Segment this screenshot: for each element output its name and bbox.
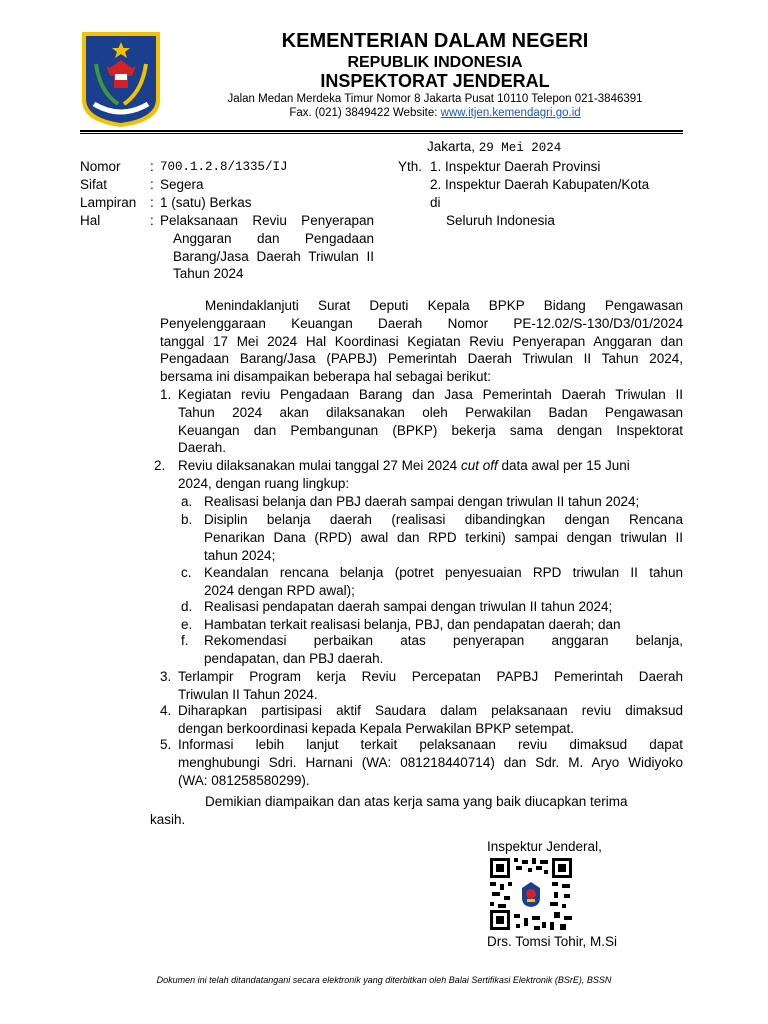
meta-colon: : [150, 213, 154, 228]
point-line: (WA: 081258580299). [178, 772, 310, 788]
sub-line: Rekomendasi perbaikan atas penyerapan anggaran belanja, [204, 633, 683, 648]
website-link[interactable]: www.itjen.kemendagri.go.id [440, 107, 581, 119]
sub-line: Hambatan terkait realisasi belanja, PBJ, dan pendapatan daerah; dan [204, 617, 621, 632]
point-line: 2024, dengan ruang lingkup: [178, 475, 350, 491]
sub-line: pendapatan, dan PBJ daerah. [204, 650, 384, 666]
sub-item-b [204, 511, 683, 564]
point-line: Tahun 2024 akan dilaksanakan oleh Perwakilan Badan Pengawasan [178, 404, 683, 420]
sub-letter: e. [181, 617, 193, 632]
hal-line: Pelaksanaan Reviu Penyerapan [160, 213, 374, 228]
recipient-item: 2. Inspektur Daerah Kabupaten/Kota [430, 177, 650, 192]
meta-label-lampiran: Lampiran [80, 195, 137, 210]
office-name: INSPEKTORAT JENDERAL [320, 71, 550, 91]
point-line: Diharapkan partisipasi aktif Saudara dalam pelaksanaan reviu dimaksud [178, 703, 683, 718]
letterhead-rule [80, 130, 683, 132]
sub-letter: d. [181, 599, 193, 614]
point-text: data awal per 15 Juni [497, 458, 630, 473]
point-3 [178, 668, 683, 704]
point-number: 1. [160, 387, 172, 402]
point-number: 5. [160, 737, 172, 752]
meta-colon: : [150, 177, 154, 192]
sub-item-c [204, 564, 683, 600]
letterhead-rule-thin [80, 133, 683, 134]
fax-text: Fax. (021) 3849422 Website: [289, 107, 438, 119]
point-1 [178, 386, 683, 457]
intro-paragraph [160, 297, 683, 386]
point-line: Informasi lebih lanjut terkait pelaksanaan reviu dimaksud dapat [178, 737, 683, 752]
sub-item-d [204, 598, 683, 616]
point-text: Reviu dilaksanakan mulai tanggal 27 Mei 2024 [178, 458, 461, 473]
point-line: Daerah. [178, 440, 227, 456]
point-4 [178, 702, 683, 738]
recipient-di: di [430, 195, 441, 210]
signer-title: Inspektur Jenderal, [487, 839, 602, 854]
sub-line: Realisasi pendapatan daerah sampai dengan triwulan II tahun 2024; [204, 599, 613, 614]
recipient-place: Seluruh Indonesia [446, 213, 555, 228]
meta-label-sifat: Sifat [80, 177, 108, 192]
meta-label-nomor: Nomor [80, 159, 121, 174]
date-value: 29 Mei 2024 [478, 141, 562, 155]
intro-line: bersama ini disampaikan beberapa hal sebagai berikut: [160, 369, 491, 385]
letterhead-address [185, 92, 685, 120]
sub-item-f [204, 632, 683, 668]
point-2 [178, 457, 683, 493]
closing-line: kasih. [150, 812, 186, 827]
sub-line: tahun 2024; [204, 547, 276, 563]
sub-line: Disiplin belanja daerah (realisasi dibandingkan dengan Rencana [204, 512, 683, 527]
point-line [178, 457, 683, 475]
intro-line: Menindaklanjuti Surat Deputi Kepala BPKP Bidang Pengawasan [205, 298, 683, 313]
sub-line: Keandalan rencana belanja (potret penyesuaian RPD triwulan II tahun [204, 565, 683, 580]
contact-line [185, 106, 685, 120]
sub-letter: b. [181, 512, 193, 527]
hal-line: Barang/Jasa Daerah Triwulan II [173, 248, 374, 264]
meta-label-hal: Hal [80, 213, 101, 228]
meta-value-nomor: 700.1.2.8/1335/IJ [160, 160, 288, 174]
sub-letter: c. [181, 565, 192, 580]
point-italic: cut off [460, 458, 498, 473]
sub-letter: a. [181, 494, 193, 509]
point-number: 4. [160, 703, 172, 718]
meta-value-hal [160, 212, 374, 283]
point-line: Terlampir Program kerja Reviu Percepatan PAPBJ Pemerintah Daerah [178, 669, 683, 684]
address-line: Jalan Medan Merdeka Timur Nomor 8 Jakarta Pusat 10110 Telepon 021-3846391 [227, 93, 643, 105]
qr-code [490, 858, 572, 930]
recipient-yth: Yth. [398, 159, 423, 174]
date-city: Jakarta, [427, 139, 476, 154]
meta-value-lampiran: 1 (satu) Berkas [160, 195, 252, 210]
sub-line: Realisasi belanja dan PBJ daerah sampai dengan triwulan II tahun 2024; [204, 494, 640, 509]
meta-colon: : [150, 195, 154, 210]
ministry-name: KEMENTERIAN DALAM NEGERI [281, 30, 589, 52]
closing-line: Demikian diampaikan dan atas kerja sama yang baik diucapkan terima [205, 794, 628, 809]
point-line: Kegiatan reviu Pengadaan Barang dan Jasa Pemerintah Daerah Triwulan II [178, 387, 683, 402]
point-number: 3. [160, 669, 172, 684]
point-line: menghubungi Sdri. Harnani (WA: 081218440714) dan Sdr. M. Aryo Widiyoko [178, 754, 683, 770]
intro-line: tanggal 17 Mei 2024 Hal Koordinasi Kegiatan Reviu Penyerapan Anggaran dan [160, 333, 683, 349]
point-line: Triwulan II Tahun 2024. [178, 686, 318, 702]
sub-letter: f. [181, 633, 189, 648]
meta-value-sifat: Segera [160, 177, 204, 192]
intro-line: Pengadaan Barang/Jasa (PAPBJ) Pemerintah Daerah Triwulan II Tahun 2024, [160, 351, 683, 367]
meta-colon: : [150, 159, 154, 174]
hal-line: Tahun 2024 [173, 266, 244, 282]
hal-line: Anggaran dan Pengadaan [173, 230, 374, 246]
point-line: Keuangan dan Pembangunan (BPKP) bekerja sama dengan Inspektorat [178, 422, 683, 438]
letter-date [427, 138, 561, 158]
sub-line: Penarikan Dana (RPD) awal dan RPD terkini) sampai dengan triwulan II [204, 529, 683, 545]
country-name: REPUBLIK INDONESIA [347, 54, 523, 71]
point-5 [178, 736, 683, 789]
recipient-item: 1. Inspektur Daerah Provinsi [430, 159, 601, 174]
sub-line: 2024 dengan RPD awal); [204, 582, 355, 598]
footer-note: Dokumen ini telah ditandatangani secara elektronik yang diterbitkan oleh Balai Sertifikasi Elektronik (BSrE), BSSN [156, 975, 612, 985]
point-number: 2. [154, 458, 166, 473]
intro-line: Penyelenggaraan Keuangan Daerah Nomor PE-12.02/S-130/D3/01/2024 [160, 315, 683, 331]
point-line: dengan berkoordinasi kepada Kepala Perwakilan BPKP setempat. [178, 720, 575, 736]
signer-name: Drs. Tomsi Tohir, M.Si [487, 934, 618, 949]
sub-item-a [204, 493, 683, 511]
ministry-logo [80, 30, 162, 128]
